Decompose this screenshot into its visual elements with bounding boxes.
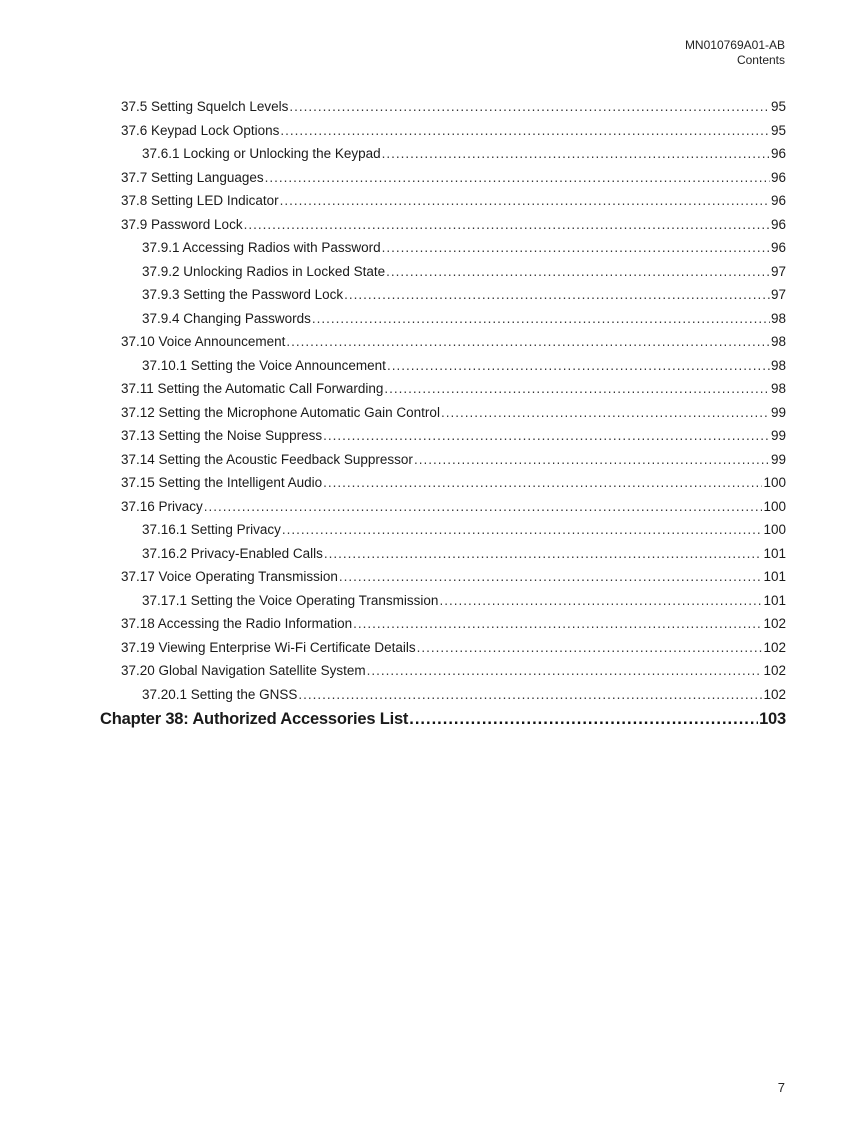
toc-entry[interactable]: [100, 589, 786, 613]
dot-leader: [289, 95, 770, 119]
dot-leader: [282, 518, 763, 542]
dot-leader: [339, 565, 763, 589]
toc-entry-page: 99: [770, 404, 786, 420]
dot-leader: [323, 424, 770, 448]
toc-entry-page: 102: [763, 616, 786, 631]
toc-entry[interactable]: [100, 119, 786, 143]
page-number: 7: [777, 1080, 785, 1095]
toc-entry-page: 97: [770, 287, 786, 302]
toc-entry-label: 37.20 Global Navigation Satellite System: [121, 663, 366, 678]
section-title: Contents: [736, 53, 785, 67]
toc-entry-label: 37.6.1 Locking or Unlocking the Keypad: [142, 146, 381, 161]
toc-entry-page: 101: [763, 592, 786, 608]
dot-leader: [323, 471, 762, 495]
toc-entry-page: 96: [770, 169, 786, 185]
toc-entry[interactable]: [100, 542, 786, 566]
dot-leader: [417, 636, 763, 660]
dot-leader: [387, 354, 770, 378]
dot-leader: [439, 589, 762, 613]
toc-entry[interactable]: [100, 354, 786, 378]
toc-entry[interactable]: [100, 636, 786, 660]
toc-entry-label: 37.17.1 Setting the Voice Operating Transmission: [142, 592, 439, 608]
toc-entry[interactable]: [100, 377, 786, 401]
dot-leader: [204, 495, 763, 519]
toc-entry-label: 37.9.3 Setting the Password Lock: [142, 287, 344, 302]
toc-entry-page: 98: [770, 334, 786, 349]
document-id: MN010769A01-AB: [684, 38, 785, 52]
toc-entry[interactable]: [100, 401, 786, 425]
toc-entry-page: 101: [763, 545, 786, 561]
dot-leader: [353, 612, 762, 636]
toc-entry-page: 97: [770, 263, 786, 279]
toc-entry-label: 37.9.4 Changing Passwords: [142, 310, 311, 326]
toc-entry-page: 99: [770, 428, 786, 443]
toc-entry-page: 96: [770, 216, 786, 232]
toc-entry[interactable]: [100, 166, 786, 190]
toc-entry[interactable]: [100, 518, 786, 542]
dot-leader: [441, 401, 770, 425]
dot-leader: [280, 119, 770, 143]
toc-entry[interactable]: [100, 495, 786, 519]
toc-entry-page: 96: [770, 193, 786, 208]
toc-entry-label: 37.12 Setting the Microphone Automatic Gain Control: [121, 404, 440, 420]
toc-entry-label: 37.10.1 Setting the Voice Announcement: [142, 357, 386, 373]
toc-entry-page: 102: [763, 686, 786, 702]
toc-entry[interactable]: [100, 448, 786, 472]
toc-entry-label: 37.14 Setting the Acoustic Feedback Suppressor: [121, 451, 413, 467]
toc-entry-page: 100: [763, 498, 786, 514]
toc-entry-label: 37.8 Setting LED Indicator: [121, 193, 279, 208]
toc-entry-label: Chapter 38: Authorized Accessories List: [100, 710, 409, 728]
toc-entry-page: 102: [763, 663, 786, 678]
toc-entry-page: 102: [763, 639, 786, 655]
toc-entry-label: 37.19 Viewing Enterprise Wi-Fi Certificate Details: [121, 639, 416, 655]
toc-entry-page: 100: [763, 475, 786, 490]
toc-entry[interactable]: [100, 307, 786, 331]
toc-entry-label: 37.6 Keypad Lock Options: [121, 122, 280, 138]
dot-leader: [367, 659, 763, 683]
dot-leader: [286, 330, 770, 354]
toc-entry-label: 37.5 Setting Squelch Levels: [121, 99, 289, 114]
toc-entry-label: 37.17 Voice Operating Transmission: [121, 569, 338, 584]
toc-entry[interactable]: [100, 95, 786, 119]
table-of-contents: [100, 95, 786, 733]
dot-leader: [244, 213, 770, 237]
toc-entry-label: 37.20.1 Setting the GNSS: [142, 686, 298, 702]
page-header: [685, 38, 785, 68]
toc-entry-page: 98: [770, 381, 786, 396]
dot-leader: [382, 142, 770, 166]
toc-entry[interactable]: [100, 236, 786, 260]
toc-entry-page: 98: [770, 357, 786, 373]
dot-leader: [265, 166, 770, 190]
dot-leader: [409, 706, 758, 733]
dot-leader: [298, 683, 762, 707]
toc-entry-label: 37.13 Setting the Noise Suppress: [121, 428, 323, 443]
toc-entry[interactable]: [100, 565, 786, 589]
toc-entry[interactable]: [100, 471, 786, 495]
toc-entry[interactable]: [100, 612, 786, 636]
toc-entry-label: 37.7 Setting Languages: [121, 169, 264, 185]
toc-entry-page: 103: [759, 710, 786, 728]
toc-entry-page: 96: [770, 240, 786, 255]
toc-entry[interactable]: [100, 213, 786, 237]
toc-entry-label: 37.9.1 Accessing Radios with Password: [142, 240, 381, 255]
toc-entry-label: 37.9.2 Unlocking Radios in Locked State: [142, 263, 386, 279]
toc-entry-page: 95: [770, 99, 786, 114]
toc-entry-label: 37.16 Privacy: [121, 498, 203, 514]
toc-entry[interactable]: [100, 659, 786, 683]
dot-leader: [386, 260, 770, 284]
toc-entry-page: 95: [770, 122, 786, 138]
dot-leader: [384, 377, 770, 401]
toc-entry[interactable]: [100, 260, 786, 284]
dot-leader: [312, 307, 770, 331]
toc-entry[interactable]: [100, 189, 786, 213]
toc-entry[interactable]: [100, 683, 786, 707]
toc-entry-page: 101: [763, 569, 786, 584]
dot-leader: [324, 542, 763, 566]
toc-entry-label: 37.16.1 Setting Privacy: [142, 522, 281, 537]
dot-leader: [382, 236, 770, 260]
toc-entry-label: 37.9 Password Lock: [121, 216, 243, 232]
toc-entry-label: 37.16.2 Privacy-Enabled Calls: [142, 545, 323, 561]
toc-entry-label: 37.15 Setting the Intelligent Audio: [121, 475, 323, 490]
dot-leader: [414, 448, 770, 472]
toc-entry-page: 100: [763, 522, 786, 537]
toc-entry-page: 98: [770, 310, 786, 326]
toc-entry[interactable]: [100, 142, 786, 166]
toc-entry-label: 37.18 Accessing the Radio Information: [121, 616, 353, 631]
toc-entry-label: 37.11 Setting the Automatic Call Forwarding: [121, 381, 384, 396]
toc-entry[interactable]: [100, 330, 786, 354]
toc-entry-page: 96: [770, 146, 786, 161]
toc-chapter-entry[interactable]: [100, 706, 786, 733]
toc-entry[interactable]: [100, 283, 786, 307]
dot-leader: [280, 189, 770, 213]
dot-leader: [344, 283, 770, 307]
toc-entry-page: 99: [770, 451, 786, 467]
toc-entry-label: 37.10 Voice Announcement: [121, 334, 286, 349]
toc-entry[interactable]: [100, 424, 786, 448]
